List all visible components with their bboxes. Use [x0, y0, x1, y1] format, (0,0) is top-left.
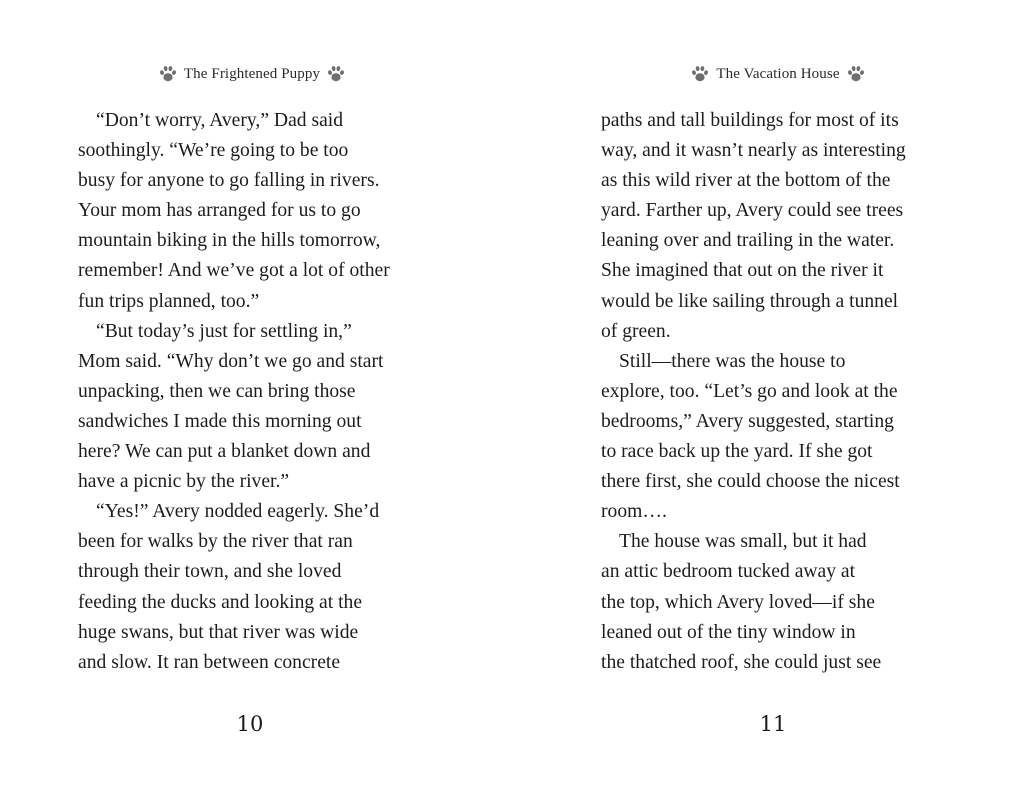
text-line: feeding the ducks and looking at the [78, 591, 363, 613]
right-page [601, 0, 961, 788]
paw-print-icon [846, 64, 866, 84]
text-line: explore, too. “Let’s go and look at the [601, 380, 898, 402]
paw-print-icon [158, 64, 178, 84]
text-line: here? We can put a blanket down and [78, 441, 371, 463]
text-line: as this wild river at the bottom of the [601, 170, 891, 192]
right-body-text [601, 106, 961, 678]
text-line: She imagined that out on the river it [601, 260, 884, 282]
right-running-head [598, 64, 958, 84]
text-line: huge swans, but that river was wide [78, 621, 359, 643]
text-line: busy for anyone to go falling in rivers. [78, 170, 380, 192]
text-line: “But today’s just for settling in,” [96, 320, 352, 342]
left-running-head [72, 64, 432, 84]
text-line: remember! And we’ve got a lot of other [78, 260, 390, 282]
text-line: leaning over and trailing in the water. [601, 230, 895, 252]
text-line: Still—there was the house to [619, 350, 846, 372]
text-line: through their town, and she loved [78, 561, 342, 583]
text-line: to race back up the yard. If she got [601, 441, 873, 463]
text-line: unpacking, then we can bring those [78, 380, 356, 402]
text-line: sandwiches I made this morning out [78, 410, 362, 432]
text-line: the thatched roof, she could just see [601, 651, 882, 673]
text-line: “Yes!” Avery nodded eagerly. She’d [96, 501, 380, 523]
left-body-text [78, 106, 438, 678]
text-line: mountain biking in the hills tomorrow, [78, 230, 381, 252]
paw-print-icon [690, 64, 710, 84]
text-line: an attic bedroom tucked away at [601, 561, 856, 583]
text-line: Mom said. “Why don’t we go and start [78, 350, 384, 372]
text-line: yard. Farther up, Avery could see trees [601, 200, 904, 222]
text-line: have a picnic by the river.” [78, 471, 290, 493]
text-line: there first, she could choose the nicest [601, 471, 900, 493]
page-number: 10 [236, 712, 264, 736]
page-number: 11 [759, 712, 787, 736]
text-line: paths and tall buildings for most of its [601, 110, 899, 131]
text-line: The house was small, but it had [619, 531, 867, 553]
text-line: Your mom has arranged for us to go [78, 200, 361, 222]
text-line: bedrooms,” Avery suggested, starting [601, 410, 894, 432]
paw-print-icon [326, 64, 346, 84]
running-head-title: The Frightened Puppy [183, 65, 321, 82]
text-line: fun trips planned, too.” [78, 290, 260, 312]
text-line: leaned out of the tiny window in [601, 621, 856, 643]
text-line: room…. [601, 501, 667, 523]
text-line: been for walks by the river that ran [78, 531, 353, 553]
text-line: and slow. It ran between concrete [78, 651, 341, 673]
left-page [78, 0, 438, 788]
text-line: soothingly. “We’re going to be too [78, 140, 349, 162]
running-head-title: The Vacation House [716, 65, 840, 82]
text-line: “Don’t worry, Avery,” Dad said [96, 110, 344, 131]
text-line: would be like sailing through a tunnel [601, 290, 899, 312]
text-line: of green. [601, 320, 671, 342]
text-line: the top, which Avery loved—if she [601, 591, 875, 613]
text-line: way, and it wasn’t nearly as interesting [601, 140, 906, 162]
